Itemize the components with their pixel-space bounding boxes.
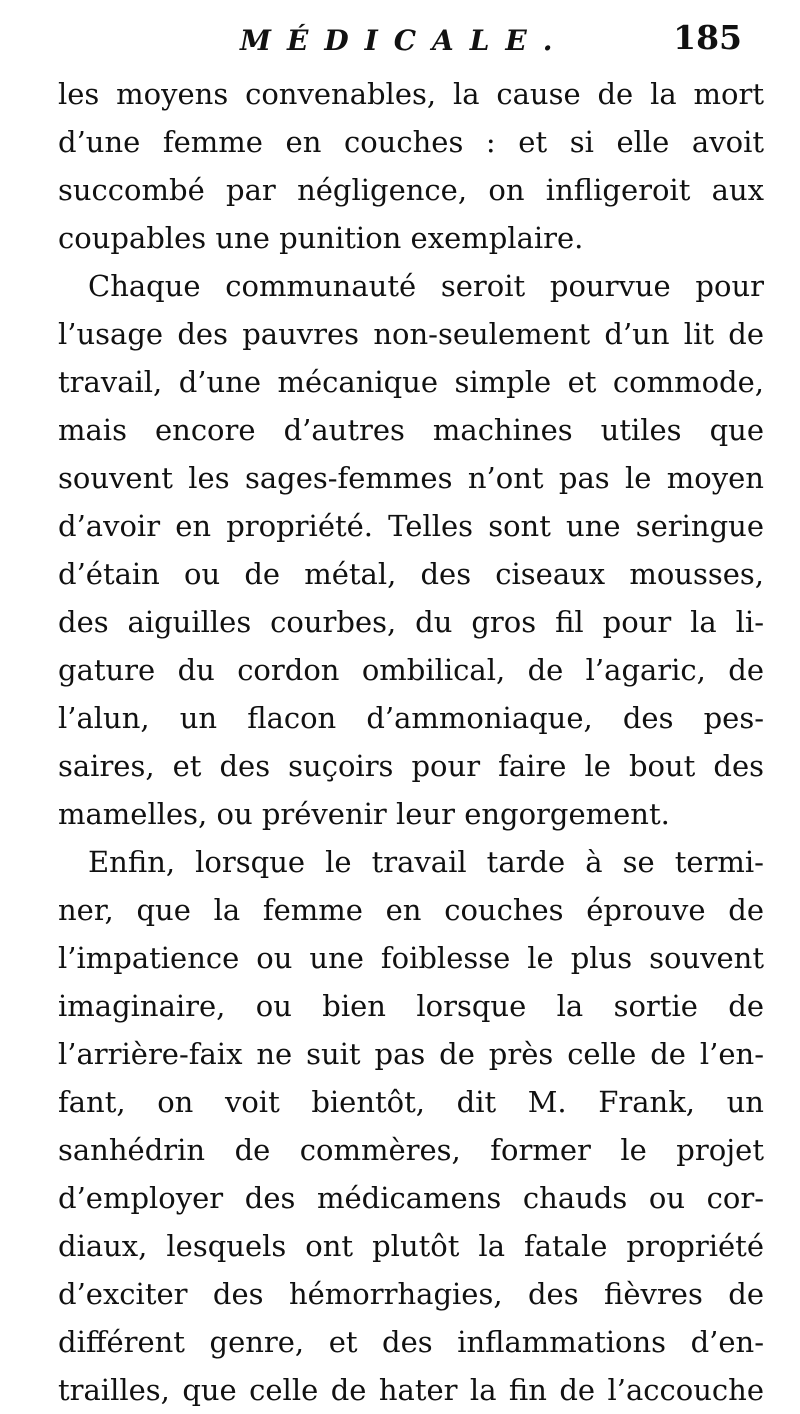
text-line: travail, d’une mécanique simple et commode, bbox=[58, 365, 764, 399]
text-line: d’employer des médicamens chauds ou cor- bbox=[58, 1181, 764, 1215]
text-line: saires, et des suçoirs pour faire le bout des bbox=[58, 749, 764, 783]
text-line: coupables une punition exemplaire. bbox=[58, 221, 584, 255]
text-line: imaginaire, ou bien lorsque la sortie de bbox=[58, 989, 764, 1023]
text-line: l’arrière-faix ne suit pas de près celle de l’en- bbox=[58, 1037, 764, 1071]
text-line: d’une femme en couches : et si elle avoit bbox=[58, 125, 764, 159]
running-head: MÉDICALE. bbox=[240, 24, 569, 57]
text-line: d’étain ou de métal, des ciseaux mousses, bbox=[58, 557, 764, 591]
text-line: l’alun, un flacon d’ammoniaque, des pes- bbox=[58, 701, 764, 735]
text-line: souvent les sages-femmes n’ont pas le moyen bbox=[58, 461, 764, 495]
text-line: mamelles, ou prévenir leur engorgement. bbox=[58, 797, 670, 831]
text-line: des aiguilles courbes, du gros fil pour la li- bbox=[58, 605, 764, 639]
text-line: succombé par négligence, on infligeroit aux bbox=[58, 173, 764, 207]
text-line: d’exciter des hémorrhagies, des fièvres de bbox=[58, 1277, 764, 1311]
text-line: les moyens convenables, la cause de la mort bbox=[58, 77, 764, 111]
text-line: différent genre, et des inflammations d’en- bbox=[58, 1325, 764, 1359]
text-line: diaux, lesquels ont plutôt la fatale propriété bbox=[58, 1229, 764, 1263]
page-header bbox=[60, 18, 740, 62]
text-line: sanhédrin de commères, former le projet bbox=[58, 1133, 764, 1167]
text-line: mais encore d’autres machines utiles que bbox=[58, 413, 764, 447]
text-line: ner, que la femme en couches éprouve de bbox=[58, 893, 764, 927]
text-line: d’avoir en propriété. Telles sont une seringue bbox=[58, 509, 764, 543]
paragraph-start-line: Chaque communauté seroit pourvue pour bbox=[88, 269, 764, 303]
text-line: fant, on voit bientôt, dit M. Frank, un bbox=[58, 1085, 764, 1119]
page-number: 185 bbox=[673, 18, 742, 57]
paragraph-start-line: Enfin, lorsque le travail tarde à se termi- bbox=[88, 845, 764, 879]
body-text bbox=[58, 70, 764, 1414]
text-line: l’usage des pauvres non-seulement d’un lit de bbox=[58, 317, 764, 351]
text-line: trailles, que celle de hater la fin de l’accouche bbox=[58, 1373, 764, 1407]
text-line: l’impatience ou une foiblesse le plus souvent bbox=[58, 941, 764, 975]
text-line: gature du cordon ombilical, de l’agaric, de bbox=[58, 653, 764, 687]
